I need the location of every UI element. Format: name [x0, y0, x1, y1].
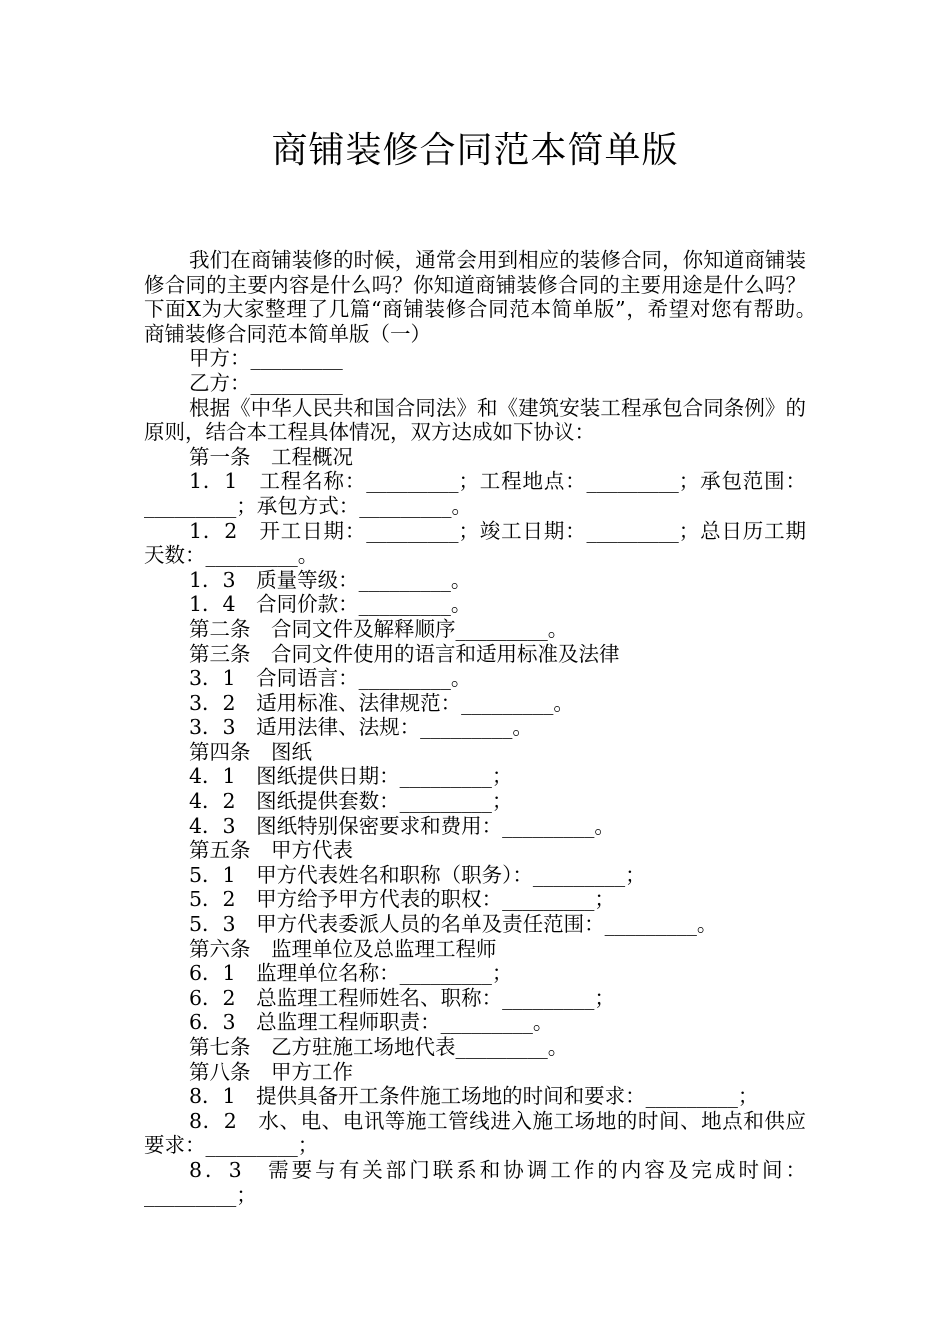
party-a-line: 甲方：_________: [189, 346, 343, 371]
clause-line: 8．1 提供具备开工条件施工场地的时间和要求：_________；: [189, 1084, 759, 1109]
clause-line: 1．1 工程名称：_________；工程地点：_________；承包范围：_________；承包方式：_________。: [144, 469, 806, 518]
article-heading: 第五条 甲方代表: [189, 838, 353, 863]
clause-line: 4．3 图纸特别保密要求和费用：_________。: [189, 813, 615, 838]
clause-line: 3．3 适用法律、法规：_________。: [189, 715, 533, 740]
clause-line: 3．2 适用标准、法律规范：_________。: [189, 690, 574, 715]
article-heading: 第三条 合同文件使用的语言和适用标准及法律: [189, 641, 620, 666]
clause-line: 8．3 需要与有关部门联系和协调工作的内容及完成时间：_________；: [144, 1157, 806, 1207]
clause-line: 8．2 水、电、电讯等施工管线进入施工场地的时间、地点和供应要求：_________；: [144, 1108, 806, 1158]
document-body: [144, 248, 847, 1207]
clause-line: 4．2 图纸提供套数：_________；: [189, 789, 513, 814]
clause-line: 1．4 合同价款：_________。: [189, 592, 472, 617]
document-title: 商铺装修合同范本简单版: [271, 130, 679, 171]
article-heading: 第一条 工程概况: [189, 444, 353, 469]
intro-paragraph: 我们在商铺装修的时候，通常会用到相应的装修合同，你知道商铺装修合同的主要内容是什么吗？你知道商铺装修合同的主要用途是什么吗？下面X为大家整理了几篇“商铺装修合同范本简单版”，希望对您有帮助。 商铺装修合同范本简单版（一）: [144, 248, 847, 346]
clause-line: 6．1 监理单位名称：_________；: [189, 961, 513, 986]
clause-line: 4．1 图纸提供日期：_________；: [189, 764, 513, 789]
clause-line: 6．2 总监理工程师姓名、职称：_________；: [189, 985, 615, 1010]
clause-line: 5．1 甲方代表姓名和职称（职务）：_________；: [189, 862, 646, 887]
article-heading: 第八条 甲方工作: [189, 1059, 353, 1084]
clause-line: 1．2 开工日期：_________；竣工日期：_________；总日历工期天数：_________。: [144, 518, 806, 568]
preamble-paragraph: 根据《中华人民共和国合同法》和《建筑安装工程承包合同条例》的原则，结合本工程具体情况，双方达成如下协议：: [144, 395, 806, 445]
article-heading: 第六条 监理单位及总监理工程师: [189, 936, 497, 961]
clause-line: 5．3 甲方代表委派人员的名单及责任范围：_________。: [189, 912, 718, 937]
clause-line: 5．2 甲方给予甲方代表的职权：_________；: [189, 887, 615, 912]
article-heading: 第四条 图纸: [189, 739, 312, 764]
clause-line: 1．3 质量等级：_________。: [189, 567, 472, 592]
clause-line: 6．3 总监理工程师职责：_________。: [189, 1010, 554, 1035]
party-b-line: 乙方：_________: [189, 370, 343, 395]
article-heading: 第二条 合同文件及解释顺序_________。: [189, 616, 569, 641]
clause-line: 3．1 合同语言：_________。: [189, 666, 472, 691]
article-heading: 第七条 乙方驻施工场地代表_________。: [189, 1035, 569, 1059]
